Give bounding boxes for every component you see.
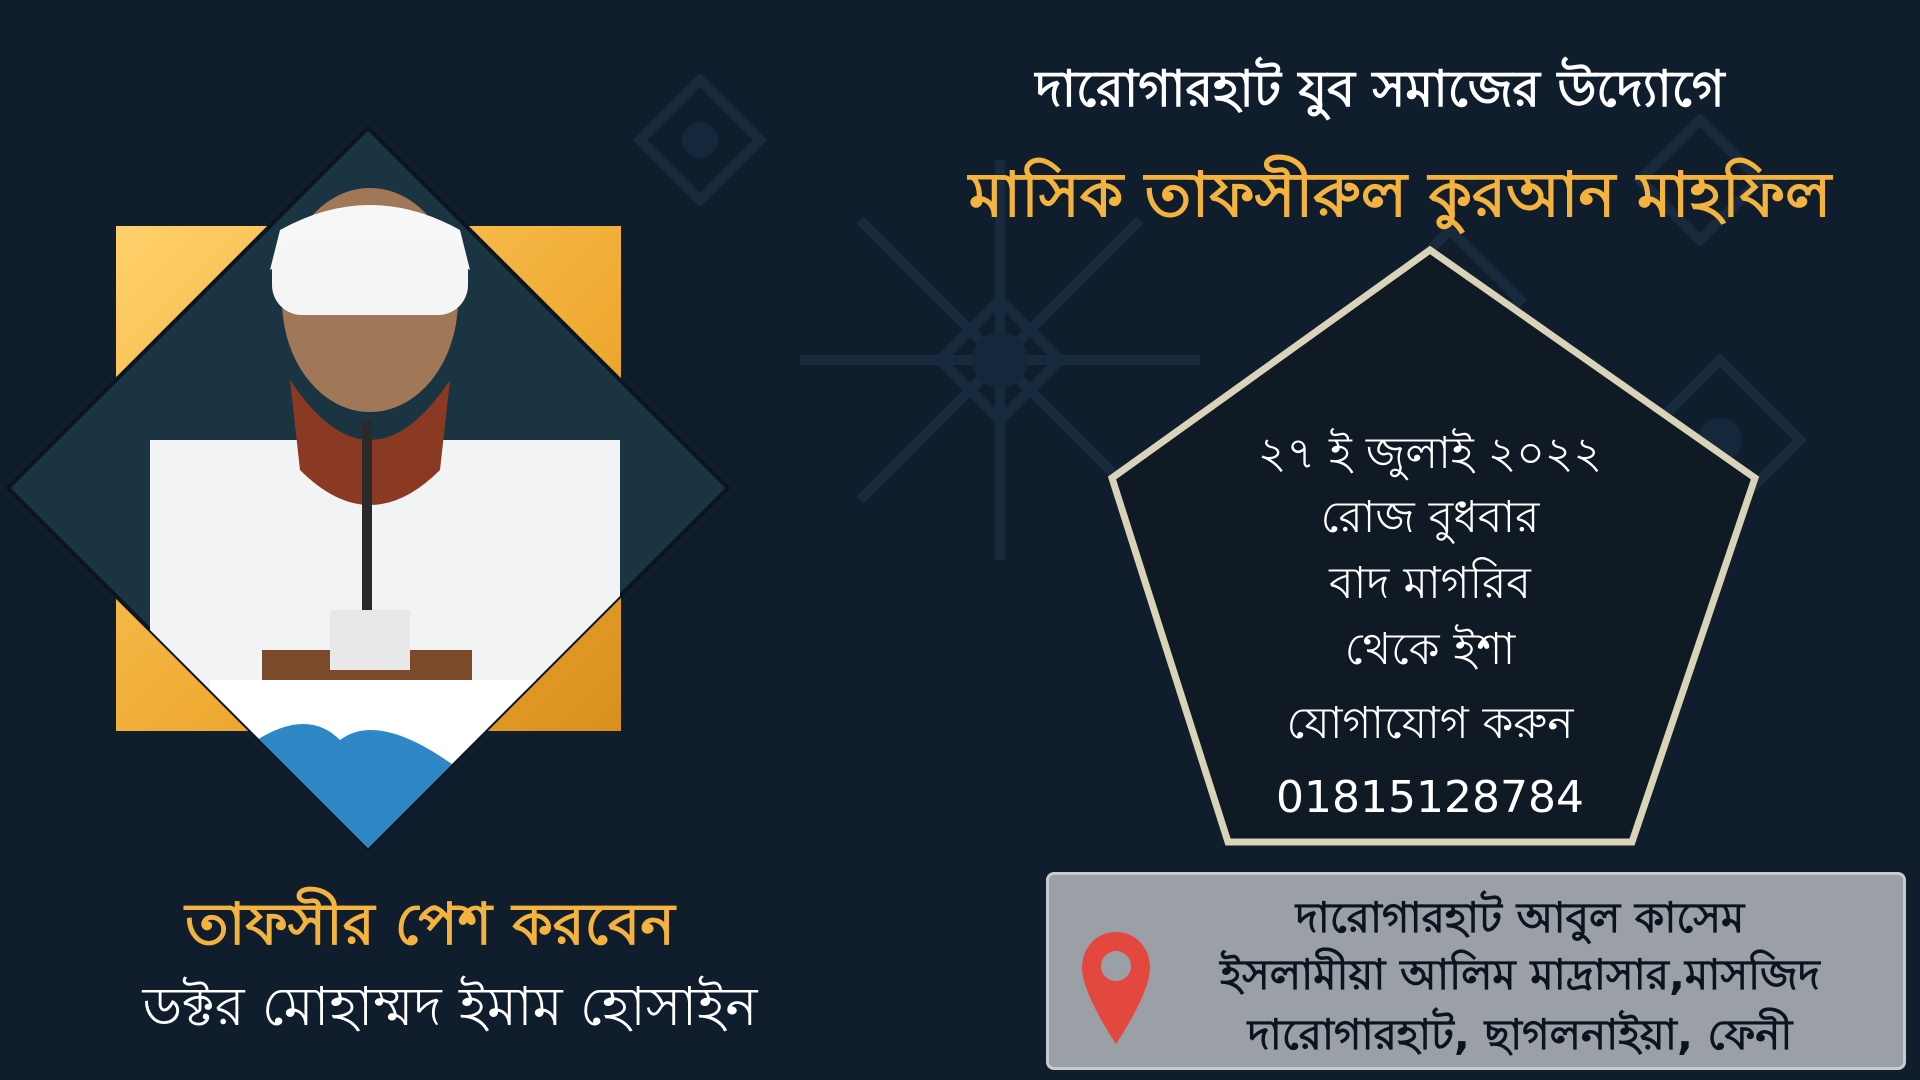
address-line-2: ইসলামীয়া আলিম মাদ্রাসার,মাসজিদ xyxy=(1220,950,1820,999)
event-day: রোজ বুধবার xyxy=(1320,492,1540,543)
speaker-name: ডক্টর মোহাম্মদ ইমাম হোসাইন xyxy=(142,975,758,1038)
address-line-1: দারোগারহাট আবুল কাসেম xyxy=(1295,893,1745,942)
organizer-text: দারোগারহাট যুব সমাজের উদ্যোগে xyxy=(1035,60,1725,118)
speaker-label: তাফসীর পেশ করবেন xyxy=(185,890,675,958)
event-date: ২৭ ই জুলাই ২০২২ xyxy=(1257,428,1603,479)
contact-label: যোগাযোগ করুন xyxy=(1286,698,1574,749)
address-line-3: দারোগারহাট, ছাগলনাইয়া, ফেনী xyxy=(1247,1010,1793,1059)
event-title: মাসিক তাফসীরুল কুরআন মাহফিল xyxy=(968,158,1832,231)
event-time-end: থেকে ইশা xyxy=(1344,624,1516,675)
contact-phone: 01815128784 xyxy=(1276,772,1584,823)
event-time-start: বাদ মাগরিব xyxy=(1329,558,1531,609)
